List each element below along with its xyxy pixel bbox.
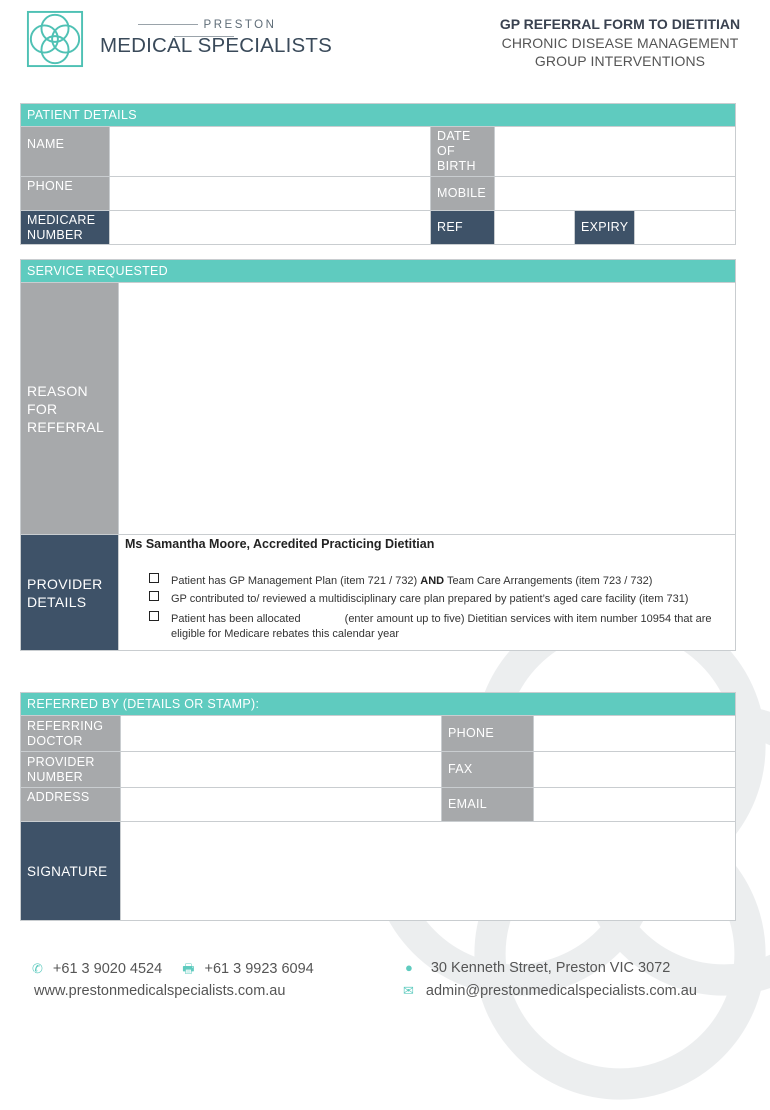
checkbox-1[interactable] (149, 573, 159, 583)
referred-by-header: REFERRED BY (DETAILS OR STAMP): (21, 693, 736, 716)
brand-name: MEDICAL SPECIALISTS (100, 34, 333, 57)
reason-label: REASON FOR REFERRAL (21, 283, 119, 535)
expiry-label: EXPIRY (575, 211, 635, 245)
expiry-field[interactable] (635, 211, 736, 245)
fax-field[interactable] (534, 752, 736, 788)
footer-email[interactable]: admin@prestonmedicalspecialists.com.au (425, 983, 697, 999)
email-icon: ✉ (403, 983, 414, 998)
location-pin-icon: ● (405, 960, 413, 975)
footer-contact-left (32, 960, 314, 982)
check-item-3: Patient has been allocated (enter amount up to five) Dietitian services with item number 10954 that are eligible for Medicare rebates this calendar year (149, 611, 729, 642)
footer-phone: +61 3 9020 4524 (52, 961, 163, 977)
ref-field[interactable] (495, 211, 575, 245)
provider-details-label: PROVIDER DETAILS (21, 535, 119, 651)
fax-icon: 🖶 (182, 961, 195, 976)
check-item-2: GP contributed to/ reviewed a multidisciplinary care plan prepared by patient’s aged care facility (item 731) (149, 591, 729, 607)
medicare-label: MEDICARE NUMBER (21, 211, 110, 245)
checkbox-3[interactable] (149, 611, 159, 621)
provider-number-field[interactable] (121, 752, 442, 788)
ref-label: REF (431, 211, 495, 245)
form-subtitle-1: CHRONIC DISEASE MANAGEMENT (501, 35, 739, 51)
checkbox-2[interactable] (149, 591, 159, 601)
brand-top: PRESTON (100, 19, 308, 43)
footer-address: 30 Kenneth Street, Preston VIC 3072 (430, 960, 671, 976)
footer-website[interactable]: www.prestonmedicalspecialists.com.au (34, 983, 286, 999)
referring-doctor-label: REFERRING DOCTOR (21, 716, 121, 752)
form-subtitle-2: GROUP INTERVENTIONS (534, 53, 706, 69)
logo-icon (26, 10, 84, 68)
email-field[interactable] (534, 788, 736, 822)
provider-name: Ms Samantha Moore, Accredited Practicing Dietitian (125, 537, 435, 551)
medicare-field[interactable] (110, 211, 431, 245)
mobile-field[interactable] (495, 177, 736, 211)
name-field[interactable] (110, 127, 431, 177)
phone-field[interactable] (110, 177, 431, 211)
patient-details-header: PATIENT DETAILS (21, 104, 736, 127)
form-title: GP REFERRAL FORM TO DIETITIAN (499, 16, 741, 32)
address-label: ADDRESS (21, 788, 121, 822)
dob-label: DATE OF BIRTH (431, 127, 495, 177)
dob-field[interactable] (495, 127, 736, 177)
referring-doctor-field[interactable] (121, 716, 442, 752)
signature-label: SIGNATURE (21, 822, 121, 921)
address-field[interactable] (121, 788, 442, 822)
name-label: NAME (21, 127, 110, 177)
patient-details-table (20, 103, 736, 245)
phone-label: PHONE (21, 177, 110, 211)
service-requested-header: SERVICE REQUESTED (21, 260, 736, 283)
referrer-phone-label: PHONE (442, 716, 534, 752)
signature-field[interactable] (121, 822, 736, 921)
fax-label: FAX (442, 752, 534, 788)
footer-fax: +61 3 9923 6094 (204, 961, 314, 977)
footer-email-row (403, 983, 697, 999)
referred-by-table (20, 692, 736, 921)
mobile-label: MOBILE (431, 177, 495, 211)
provider-number-label: PROVIDER NUMBER (21, 752, 121, 788)
referrer-phone-field[interactable] (534, 716, 736, 752)
footer-contact-right (405, 960, 670, 976)
email-label: EMAIL (442, 788, 534, 822)
reason-field[interactable] (119, 283, 736, 535)
service-requested-table (20, 259, 736, 651)
provider-details-cell (119, 535, 736, 651)
check-item-1: Patient has GP Management Plan (item 721 / 732) AND Team Care Arrangements (item 723 / 732) (149, 573, 729, 589)
phone-icon: ✆ (32, 961, 43, 976)
